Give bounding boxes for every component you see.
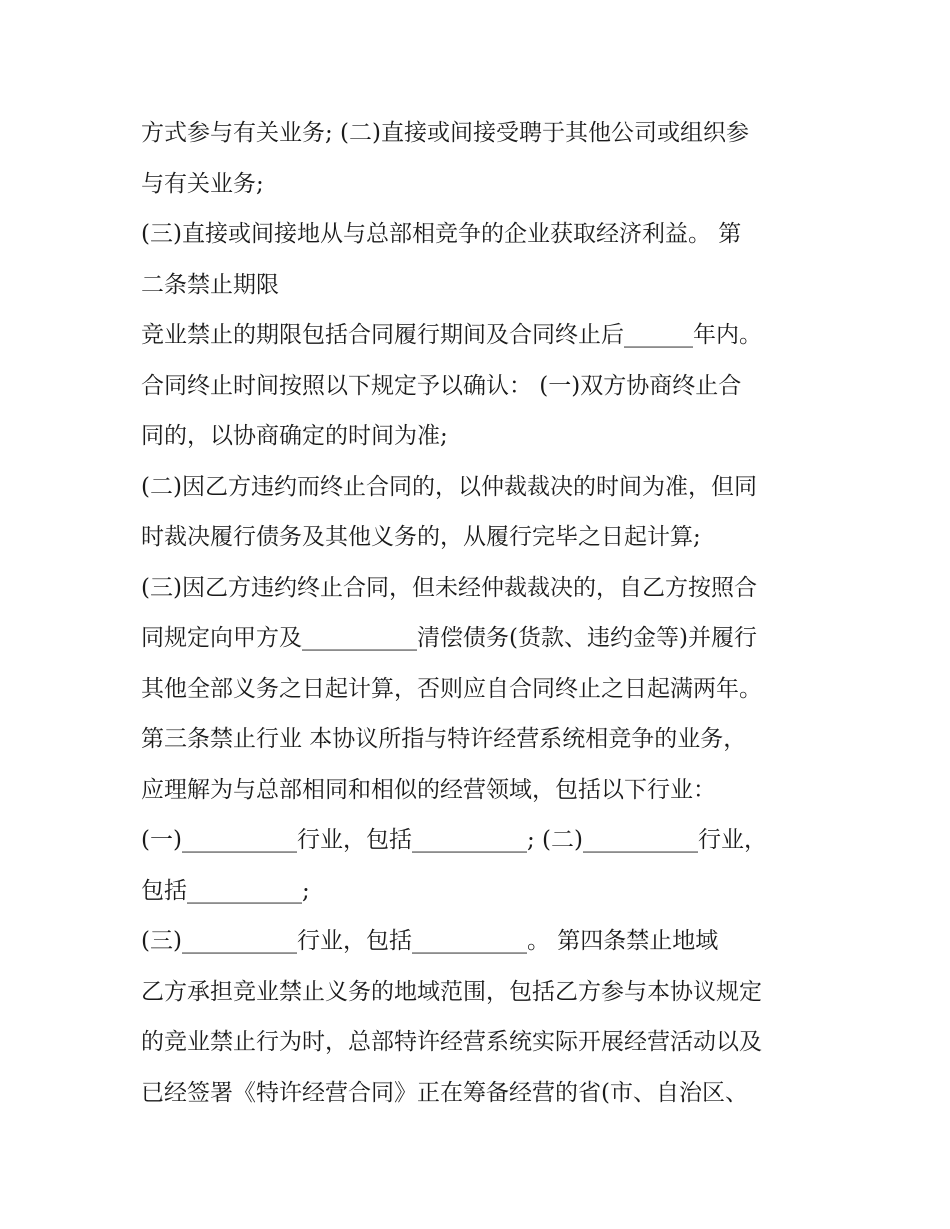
text-line-17: (三)__________行业，包括__________。 第四条禁止地域 bbox=[141, 928, 719, 954]
text-line-15: (一)__________行业，包括__________; (二)__________行业， bbox=[141, 827, 767, 853]
text-line-18: 乙方承担竞业禁止义务的地域范围，包括乙方参与本协议规定 bbox=[141, 978, 762, 1005]
text-line-9: 时裁决履行债务及其他义务的，从履行完毕之日起计算; bbox=[141, 524, 701, 550]
document-body bbox=[141, 108, 841, 1118]
text-line-6: 合同终止时间按照以下规定予以确认： (一)双方协商终止合 bbox=[141, 372, 742, 399]
text-line-3: (三)直接或间接地从与总部相竞争的企业获取经济利益。 第 bbox=[141, 221, 742, 247]
text-line-16: 包括__________; bbox=[141, 877, 310, 904]
text-line-13: 第三条禁止行业 本协议所指与特许经营系统相竞争的业务， bbox=[141, 726, 747, 752]
text-line-8: (二)因乙方违约而终止合同的，以仲裁裁决的时间为准，但同 bbox=[141, 473, 757, 500]
text-line-1: 方式参与有关业务; (二)直接或间接受聘于其他公司或组织参 bbox=[141, 120, 750, 146]
text-line-4: 二条禁止期限 bbox=[141, 271, 279, 298]
text-line-10: (三)因乙方违约终止合同，但未经仲裁裁决的，自乙方按照合 bbox=[141, 574, 757, 601]
text-line-11: 同规定向甲方及__________清偿债务(货款、违约金等)并履行 bbox=[141, 625, 757, 651]
text-line-7: 同的，以协商确定的时间为准; bbox=[141, 423, 448, 449]
text-line-12: 其他全部义务之日起计算，否则应自合同终止之日起满两年。 bbox=[141, 675, 762, 702]
text-line-14: 应理解为与总部相同和相似的经营领域，包括以下行业： bbox=[141, 776, 716, 803]
text-line-20: 已经签署《特许经营合同》正在筹备经营的省(市、自治区、 bbox=[141, 1079, 748, 1106]
text-line-2: 与有关业务; bbox=[141, 170, 264, 197]
text-line-19: 的竞业禁止行为时，总部特许经营系统实际开展经营活动以及 bbox=[141, 1029, 762, 1055]
text-line-5: 竞业禁止的期限包括合同履行期间及合同终止后______年内。 bbox=[141, 322, 762, 348]
